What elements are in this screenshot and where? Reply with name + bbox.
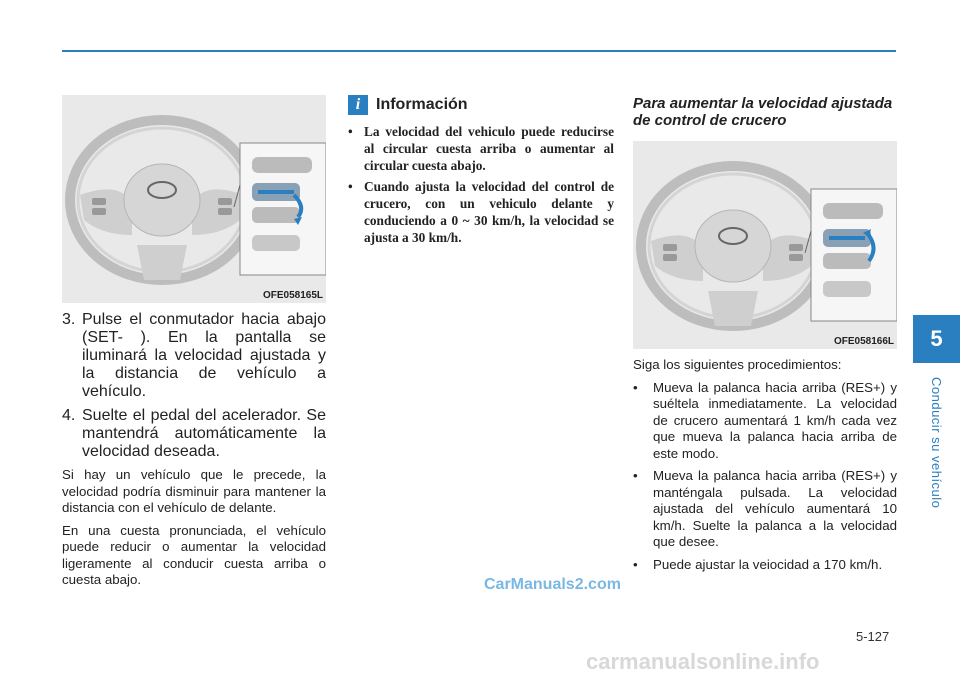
info-icon: i bbox=[348, 95, 368, 115]
step-3 bbox=[62, 311, 326, 401]
intro-text: Siga los siguientes procedimientos: bbox=[633, 357, 842, 372]
step-text: Suelte el pedal del acelerador. Se mantendrá automáticamente la velocidad deseada. bbox=[82, 407, 326, 460]
page-number: 5-127 bbox=[856, 629, 890, 644]
step-text: Pulse el conmutador hacia abajo (SET- ). En la pantalla se iluminará la velocidad ajustada y la distancia de vehículo a vehículo. bbox=[82, 311, 326, 400]
bullet-icon: • bbox=[633, 379, 638, 395]
list-item: • Mueva la palanca hacia arriba (RES+) y suéltela inmediatamente. La velocidad de crucero aumentará 1 km/h cada vez que mueva la palanca hacia arriba de este modo. bbox=[633, 379, 897, 461]
step-number: 4. bbox=[62, 407, 76, 424]
header-rule bbox=[62, 50, 896, 52]
figure-code: OFE058165L bbox=[262, 290, 323, 301]
steering-wheel-figure-res bbox=[633, 141, 897, 349]
chapter-number-tab[interactable] bbox=[913, 315, 960, 363]
bullet-icon: • bbox=[348, 179, 353, 194]
list-item: • Puede ajustar la veiocidad a 170 km/h. bbox=[633, 556, 883, 572]
info-header bbox=[348, 95, 614, 115]
paragraph: Si hay un vehículo que le precede, la velocidad podría disminuir para mantener la distancia con el vehículo de delante. bbox=[62, 467, 326, 515]
info-column bbox=[348, 95, 614, 250]
bullet-icon: • bbox=[633, 556, 638, 572]
right-column bbox=[633, 95, 897, 573]
bullet-icon: • bbox=[633, 468, 638, 483]
list-item: • Mueva la palanca hacia arriba (RES+) y manténgala pulsada. La velocidad ajustada del vehículo aumentará 10 km/h. Suelte la palanca a la velocidad que desee. bbox=[633, 468, 897, 549]
bullet-icon: • bbox=[348, 124, 353, 139]
left-column bbox=[62, 95, 326, 589]
steering-wheel-figure-set bbox=[62, 95, 326, 303]
watermark-link[interactable]: CarManuals2.com bbox=[484, 576, 621, 593]
info-title: Información bbox=[376, 96, 468, 113]
footer-watermark: carmanualsonline.info bbox=[586, 649, 820, 674]
steering-wheel-illustration bbox=[633, 141, 897, 349]
steering-wheel-illustration bbox=[62, 95, 326, 303]
chapter-title-vertical bbox=[913, 368, 960, 518]
info-item: • La velocidad del vehiculo puede reducirse al circular cuesta arriba o aumentar al circular cuesta abajo. bbox=[348, 124, 614, 173]
step-4 bbox=[62, 407, 326, 461]
section-subtitle: Para aumentar la velocidad ajustada de control de crucero bbox=[633, 95, 893, 129]
procedure-list bbox=[633, 380, 897, 574]
info-item: • Cuando ajusta la velocidad del control de crucero, con un vehiculo delante y conduciendo a 0 ~ 30 km/h, la velocidad se ajusta a 30 km/h. bbox=[348, 179, 614, 245]
info-list bbox=[348, 123, 614, 246]
chapter-title: Conducir su vehículo bbox=[929, 377, 944, 509]
paragraph: En una cuesta pronunciada, el vehículo puede reducir o aumentar la velocidad ligeramente al conducir cuesta arriba o cuesta abajo. bbox=[62, 522, 326, 587]
figure-code: OFE058166L bbox=[833, 336, 894, 347]
step-number: 3. bbox=[62, 311, 76, 328]
chapter-number: 5 bbox=[930, 326, 943, 351]
